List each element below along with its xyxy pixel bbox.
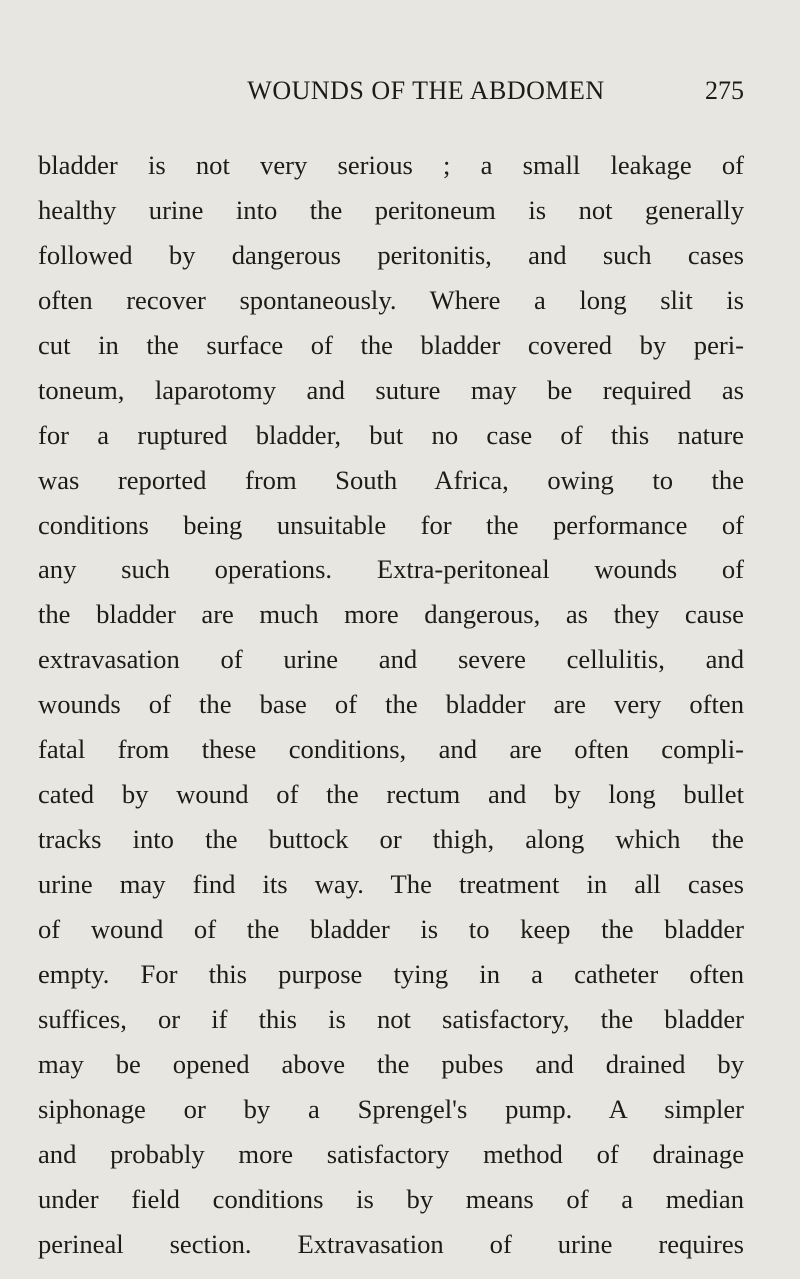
text-line: the bladder are much more dangerous, as they cause <box>38 599 744 630</box>
text-line: healthy urine into the peritoneum is not generally <box>38 194 744 225</box>
text-line: tracks into the buttock or thigh, along which the <box>38 824 744 855</box>
running-head: WOUNDS OF THE ABDOMEN <box>247 76 605 105</box>
text-line: cated by wound of the rectum and by long bullet <box>38 779 744 810</box>
page-header <box>98 76 744 116</box>
page-number: 275 <box>705 76 744 105</box>
text-line: was reported from South Africa, owing to the <box>38 464 744 495</box>
text-line: cut in the surface of the bladder covered by peri- <box>38 329 744 360</box>
text-line: of wound of the bladder is to keep the bladder <box>38 913 744 944</box>
text-line: wounds of the base of the bladder are very often <box>38 689 744 720</box>
text-line: any such operations. Extra-peritoneal wounds of <box>38 554 744 585</box>
text-line: empty. For this purpose tying in a catheter often <box>38 958 744 989</box>
text-line: and probably more satisfactory method of drainage <box>38 1138 744 1169</box>
text-line: urine may find its way. The treatment in all cases <box>38 869 744 899</box>
text-line: fatal from these conditions, and are often compli- <box>38 734 744 765</box>
text-line: may be opened above the pubes and drained by <box>38 1048 744 1079</box>
text-line: followed by dangerous peritonitis, and such cases <box>38 239 744 270</box>
text-line: extravasation of urine and severe cellulitis, and <box>38 644 744 675</box>
text-line: toneum, laparotomy and suture may be required as <box>38 374 744 405</box>
text-line: siphonage or by a Sprengel's pump. A simpler <box>38 1093 744 1124</box>
text-line: bladder is not very serious ; a small leakage of <box>38 150 744 180</box>
text-line: for a ruptured bladder, but no case of this nature <box>38 419 744 450</box>
text-line: conditions being unsuitable for the performance of <box>38 509 744 540</box>
text-line: suffices, or if this is not satisfactory, the bladder <box>38 1003 744 1034</box>
text-line: perineal section. Extravasation of urine requires <box>38 1228 744 1259</box>
text-line: under field conditions is by means of a median <box>38 1183 744 1214</box>
body-text <box>38 148 744 1271</box>
text-line: often recover spontaneously. Where a long slit is <box>38 284 744 315</box>
